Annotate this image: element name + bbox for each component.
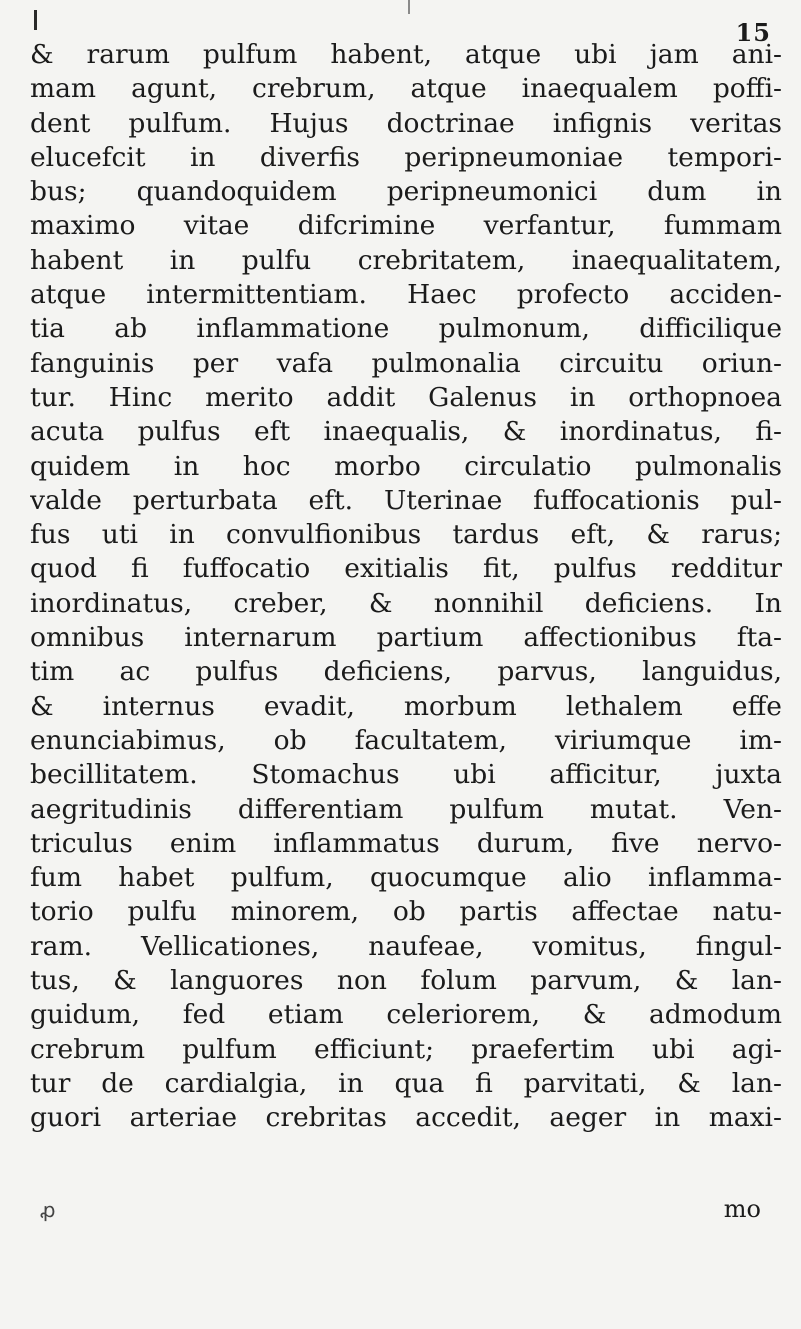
text-line: omnibus internarum partium affectionibus fta- xyxy=(30,622,782,654)
text-line: becillitatem. Stomachus ubi afficitur, juxta xyxy=(30,759,782,791)
text-line: quod fi fuffocatio exitialis fit, pulfus redditur xyxy=(30,553,782,585)
text-line: triculus enim inflammatus durum, five nervo- xyxy=(30,827,782,859)
text-line: crebrum pulfum efficiunt; praefertim ubi agi- xyxy=(30,1033,782,1065)
text-line: & internus evadit, morbum lethalem effe xyxy=(30,690,782,722)
bleed-through-mark: ꝓ xyxy=(40,1198,56,1222)
text-line: tia ab inflammatione pulmonum, difficilique xyxy=(30,313,782,345)
text-line: acuta pulfus eft inaequalis, & inordinatus, fi- xyxy=(30,416,782,448)
body-text xyxy=(30,38,782,1136)
catchword: mo xyxy=(723,1195,761,1223)
text-line: valde perturbata eft. Uterinae fuffocationis pul- xyxy=(30,484,782,516)
text-line: atque intermittentiam. Haec profecto acciden- xyxy=(30,279,782,311)
text-line: tur. Hinc merito addit Galenus in orthopnoea xyxy=(30,381,782,413)
text-line: guidum, fed etiam celeriorem, & admodum xyxy=(30,999,782,1031)
text-line: inordinatus, creber, & nonnihil deficiens. In xyxy=(30,587,782,619)
margin-mark xyxy=(34,10,37,30)
text-line: habent in pulfu crebritatem, inaequalitatem, xyxy=(30,244,782,276)
text-line: dent pulfum. Hujus doctrinae infignis veritas xyxy=(30,107,782,139)
text-line: fum habet pulfum, quocumque alio inflamma- xyxy=(30,862,782,894)
text-line: guori arteriae crebritas accedit, aeger in maxi- xyxy=(30,1102,782,1134)
text-line: fus uti in convulfionibus tardus eft, & rarus; xyxy=(30,519,782,551)
text-line: quidem in hoc morbo circulatio pulmonalis xyxy=(30,450,782,482)
text-line: tur de cardialgia, in qua fi parvitati, & lan- xyxy=(30,1067,782,1099)
text-line: enunciabimus, ob facultatem, viriumque im- xyxy=(30,724,782,756)
page-number: 15 xyxy=(735,18,771,47)
text-line: fanguinis per vafa pulmonalia circuitu oriun- xyxy=(30,347,782,379)
text-line: tim ac pulfus deficiens, parvus, languidus, xyxy=(30,656,782,688)
text-line: bus; quandoquidem peripneumonici dum in xyxy=(30,176,782,208)
text-line: tus, & languores non folum parvum, & lan- xyxy=(30,965,782,997)
text-line: mam agunt, crebrum, atque inaequalem poffi- xyxy=(30,73,782,105)
text-line: ram. Vellicationes, naufeae, vomitus, fingul- xyxy=(30,930,782,962)
text-line: elucefcit in diverfis peripneumoniae tempori- xyxy=(30,141,782,173)
text-line: & rarum pulfum habent, atque ubi jam ani- xyxy=(30,39,782,70)
text-line: torio pulfu minorem, ob partis affectae natu- xyxy=(30,896,782,928)
text-line: aegritudinis differentiam pulfum mutat. Ven- xyxy=(30,793,782,825)
text-line: maximo vitae difcrimine verfantur, fummam xyxy=(30,210,782,242)
gutter-mark xyxy=(408,0,410,14)
